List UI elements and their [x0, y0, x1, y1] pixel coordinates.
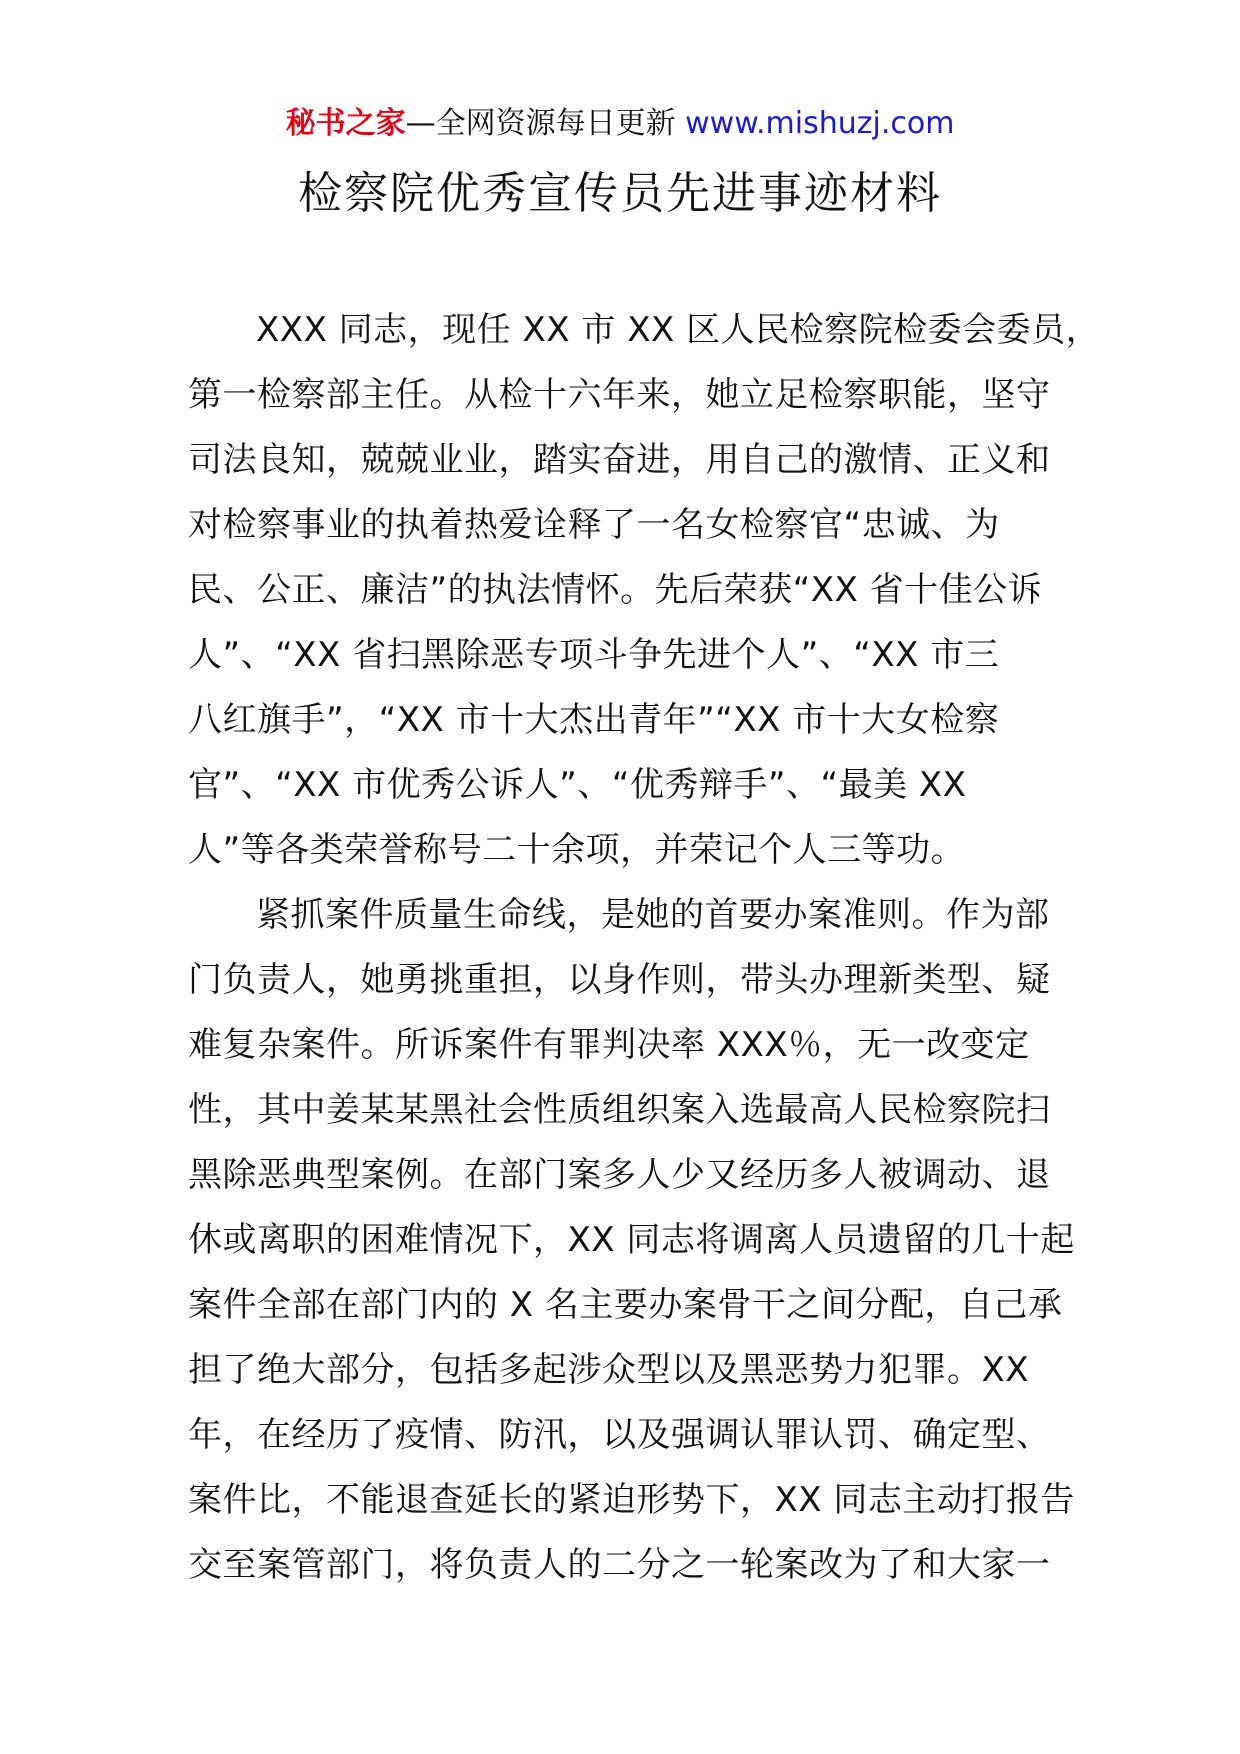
text-line: 民、公正、廉洁”的执法情怀。先后荣获“XX 省十佳公诉: [188, 570, 1043, 610]
text-line: 人”等各类荣誉称号二十余项，并荣记个人三等功。: [188, 830, 966, 870]
text-line: 门负责人，她勇挑重担，以身作则，带头办理新类型、疑: [188, 960, 1051, 1000]
text-line: 性，其中姜某某黑社会性质组织案入选最高人民检察院扫: [188, 1090, 1051, 1130]
site-url-link[interactable]: www.mishuzj.com: [685, 106, 955, 141]
text-line: 案件比，不能退查延长的紧迫形势下，XX 同志主动打报告: [188, 1480, 1075, 1520]
text-line: 司法良知，兢兢业业，踏实奋进，用自己的激情、正义和: [188, 440, 1051, 480]
text-line: 年，在经历了疫情、防汛，以及强调认罪认罚、确定型、: [188, 1415, 1051, 1455]
document-title: 检察院优秀宣传员先进事迹材料: [298, 168, 942, 219]
site-tagline: —全网资源每日更新: [405, 106, 686, 141]
site-name: 秘书之家: [285, 106, 406, 141]
text-line: 案件全部在部门内的 X 名主要办案骨干之间分配，自己承: [188, 1285, 1063, 1325]
site-header: [0, 104, 1240, 144]
text-line: 交至案管部门，将负责人的二分之一轮案改为了和大家一: [188, 1545, 1051, 1585]
text-line: 人”、“XX 省扫黑除恶专项斗争先进个人”、“XX 市三: [188, 635, 1000, 675]
text-line: 官”、“XX 市优秀公诉人”、“优秀辩手”、“最美 XX: [188, 765, 967, 805]
text-line: XXX 同志，现任 XX 市 XX 区人民检察院检委会委员，: [256, 310, 1101, 350]
paragraph-1: [188, 298, 1101, 883]
paragraph-2: [188, 883, 1075, 1598]
text-line: 黑除恶典型案例。在部门案多人少又经历多人被调动、退: [188, 1155, 1051, 1195]
text-line: 八红旗手”，“XX 市十大杰出青年”“XX 市十大女检察: [188, 700, 1000, 740]
text-line: 对检察事业的执着热爱诠释了一名女检察官“忠诚、为: [188, 505, 1000, 545]
text-line: 难复杂案件。所诉案件有罪判决率 XXX％，无一改变定: [188, 1025, 1030, 1065]
text-line: 担了绝大部分，包括多起涉众型以及黑恶势力犯罪。XX: [188, 1350, 1030, 1390]
text-line: 休或离职的困难情况下，XX 同志将调离人员遗留的几十起: [188, 1220, 1075, 1260]
text-line: 第一检察部主任。从检十六年来，她立足检察职能，坚守: [188, 375, 1051, 415]
text-line: 紧抓案件质量生命线，是她的首要办案准则。作为部: [256, 895, 1050, 935]
document-body: [188, 298, 1101, 1598]
